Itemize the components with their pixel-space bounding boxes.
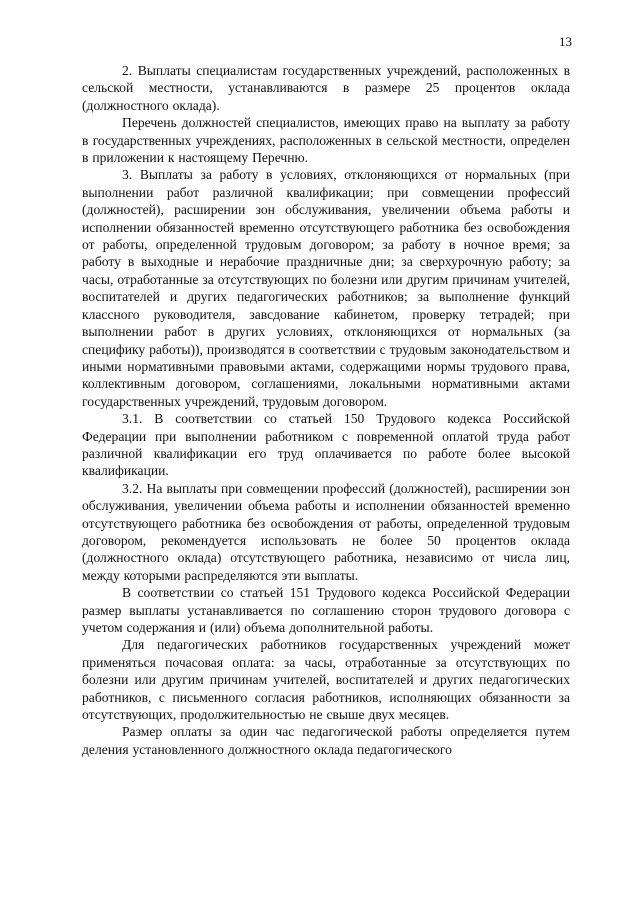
paragraph-article-151: В соответствии со статьей 151 Трудового кодекса Российской Федерации размер выплаты устанавливается по соглашению сторон трудового договора с учетом содержания и (или) объема дополнительной работы. [82, 585, 570, 635]
paragraph-3-2: 3.2. На выплаты при совмещении профессий (должностей), расширении зон обслуживания, увеличении объема работы и исполнении обязанностей временно отсутствующего работника без освобождения от работы, определенной трудовым договором, рекомендуется использовать не более 50 процентов оклада (должностного оклада) отсутствующего работника, независимо от числа лиц, между которыми распределяются эти выплаты. [82, 480, 570, 583]
paragraph-hourly-rate: Размер оплаты за один час педагогической работы определяется путем деления установленного должностного оклада педагогического [82, 724, 570, 757]
paragraph-2: 2. Выплаты специалистам государственных учреждений, расположенных в сельской местности, устанавливаются в размере 25 процентов оклада (должностного оклада). [82, 63, 570, 113]
paragraph-3: 3. Выплаты за работу в условиях, отклоняющихся от нормальных (при выполнении работ различной квалификации; при совмещении профессий (должностей), расширении зон обслуживания, увеличении объема работы и исполнении обязанностей временно отсутствующего работника без освобождения от работы, определенной трудовым договором; за работу в ночное время; за работу в выходные и нерабочие праздничные дни; за сверхурочную работу; за часы, отработанные за отсутствующих по болезни или другим причинам учителей, воспитателей и других педагогических работников; за выполнение функций классного руководителя, завсдование кабинетом, проверку тетрадей; при выполнении работ в других условиях, отклоняющихся от нормальных (за специфику работы)), производятся в соответствии с трудовым законодательством и иными нормативными правовыми актами, содержащими нормы трудового права, коллективным договором, соглашениями, локальными нормативными актами государственных учреждений, трудовым договором. [82, 167, 570, 409]
paragraph-specialists-list: Перечень должностей специалистов, имеющих право на выплату за работу в государственных учреждениях, расположенных в сельской местности, определен в приложении к настоящему Перечню. [82, 115, 570, 166]
page-number: 13 [559, 34, 572, 49]
document-body [82, 62, 570, 758]
paragraph-3-1: 3.1. В соответствии со статьей 150 Трудового кодекса Российской Федерации при выполнении работником с повременной оплатой труда работ различной квалификации его труд оплачивается по работе более высокой квалификации. [82, 411, 570, 479]
paragraph-hourly-pay: Для педагогических работников государственных учреждений может применяться почасовая оплата: за часы, отработанные за отсутствующих по болезни или другим причинам учителей, воспитателей и других педагогических работников, с письменного согласия работников, исполняющих обязанности за отсутствующих, продолжительностью не свыше двух месяцев. [82, 637, 570, 723]
